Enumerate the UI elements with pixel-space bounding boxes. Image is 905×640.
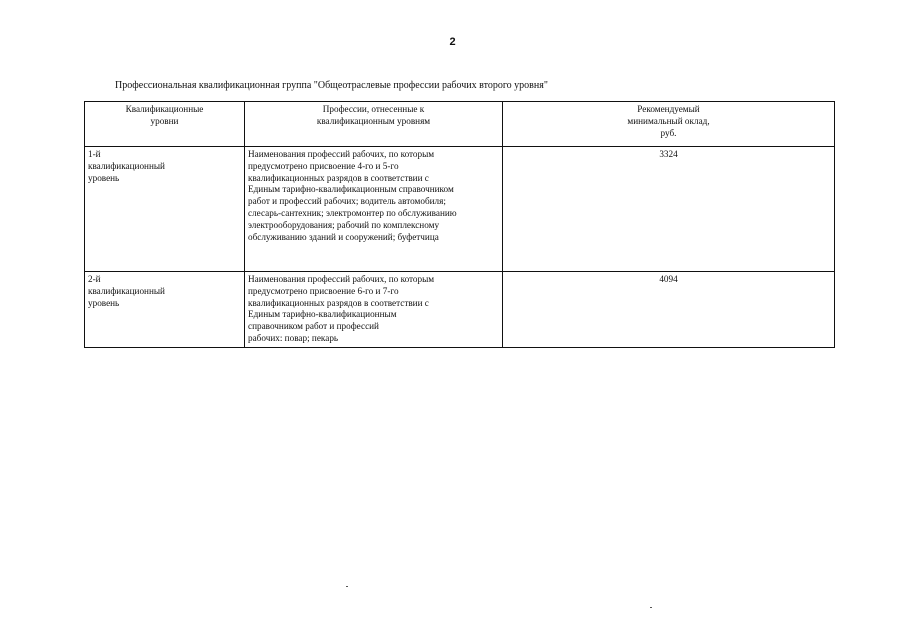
- level-cell: 2-й квалификационный уровень: [85, 272, 245, 348]
- page-number: 2: [449, 36, 456, 48]
- group-title: Профессиональная квалификационная группа "Общеотраслевые профессии рабочих второго уровня": [115, 80, 548, 91]
- salary-cell: 4094: [503, 272, 835, 348]
- table-row: [85, 272, 835, 348]
- header-professions: Профессии, отнесенные к квалификационным уровням: [245, 102, 503, 147]
- salary-cell: 3324: [503, 147, 835, 272]
- professions-cell: Наименования профессий рабочих, по которым предусмотрено присвоение 6-го и 7-го квалификационных разрядов в соответствии с Единым тарифно-квалификационным справочником работ и профессий рабочих: повар; пекарь: [245, 272, 503, 348]
- level-cell: 1-й квалификационный уровень: [85, 147, 245, 272]
- professions-cell: Наименования профессий рабочих, по которым предусмотрено присвоение 4-го и 5-го квалификационных разрядов в соответствии с Единым тарифно-квалификационным справочником работ и профессий рабочих; водитель автомобиля; слесарь-сантехник; электромонтер по обслуживанию электрооборудования; рабочий по комплексному обслуживанию зданий и сооружений; буфетчица: [245, 147, 503, 272]
- scan-speck: [650, 607, 652, 608]
- scan-speck: [346, 586, 348, 587]
- header-salary: Рекомендуемый минимальный оклад, руб.: [503, 102, 835, 147]
- qualification-table: [84, 101, 835, 348]
- table-header-row: [85, 102, 835, 147]
- header-levels: Квалификационные уровни: [85, 102, 245, 147]
- table-row: [85, 147, 835, 272]
